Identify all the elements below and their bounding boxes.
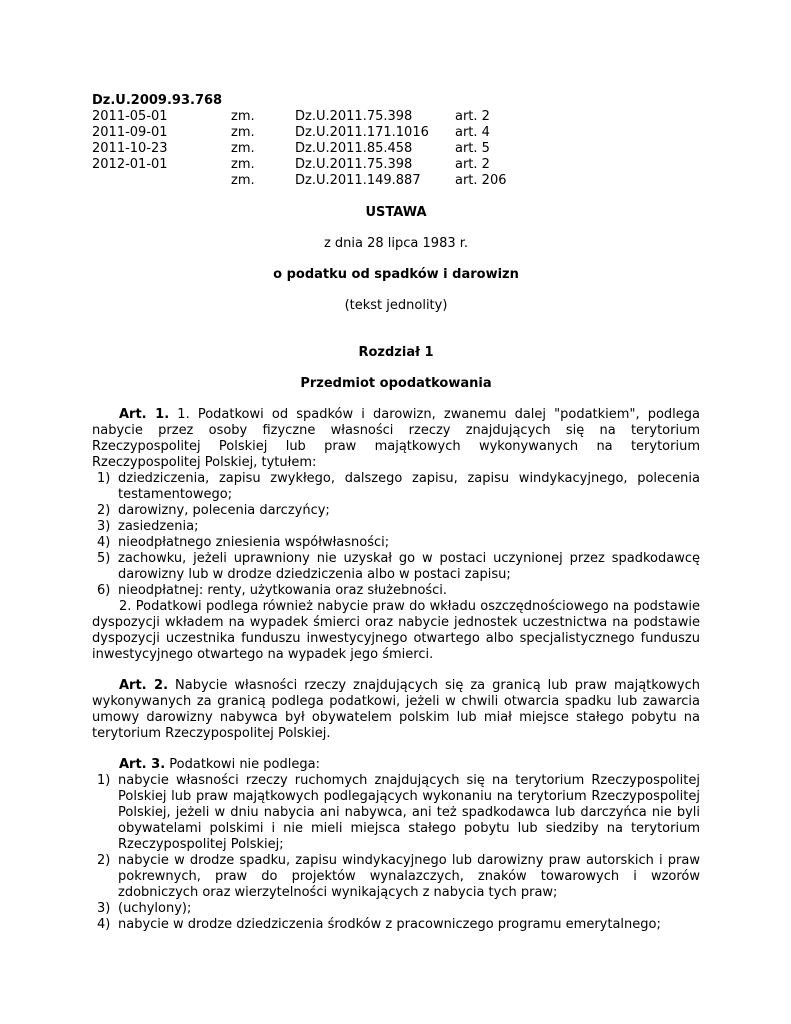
amendment-article: art. 5 [455,141,490,156]
article-3-label: Art. 3. [119,757,166,772]
list-item-number: 4) [97,535,111,550]
list-item-text: nieodpłatnej: renty, użytkowania oraz służebności. [118,583,448,598]
amendment-zm: zm. [231,109,255,124]
list-item-text: nabycie w drodze spadku, zapisu windykacyjnego lub darowizny praw autorskich i praw pokrewnych, praw do projektów wynalazczych, znaków towarowych i wzorów zdobniczych oraz wierzytelności wynikających z nabycia tych praw; [118,853,700,900]
article-3-intro [92,757,700,773]
list-item-number: 4) [97,917,111,932]
amendment-article: art. 2 [455,157,490,172]
article-1-text: 1. Podatkowi od spadków i darowizn, zwanemu dalej "podatkiem", podlega nabycie przez osoby fizyczne własności rzeczy znajdujących się na terytorium Rzeczypospolitej Polskiej lub praw majątkowych wykonywanych na terytorium Rzeczypospolitej Polskiej, tytułem: [92,407,701,470]
list-item [92,901,700,917]
list-item-text: nabycie własności rzeczy ruchomych znajdujących się na terytorium Rzeczypospolitej Polskiej lub praw majątkowych podlegających wykonaniu na terytorium Rzeczypospolitej Polskiej, jeżeli w dniu nabycia ani nabywca, ani też spadkodawca lub darczyńca nie byli obywatelami polskimi i nie mieli miejsca stałego pobytu lub siedziby na terytorium Rzeczypospolitej Polskiej; [118,773,700,852]
amendment-row [92,173,700,189]
list-item-text: dziedziczenia, zapisu zwykłego, dalszego zapisu, zapisu windykacyjnego, polecenia testamentowego; [118,471,700,502]
list-item-text: zachowku, jeżeli uprawniony nie uzyskał go w postaci uczynionej przez spadkodawcę darowizny lub w drodze dziedziczenia albo w postaci zapisu; [118,551,700,582]
amendment-zm: zm. [231,157,255,172]
list-item [92,503,700,519]
list-item-number: 1) [97,773,111,788]
list-item-number: 2) [97,853,111,868]
amendment-source: Dz.U.2011.85.458 [295,141,413,156]
list-item-text: nieodpłatnego zniesienia współwłasności; [118,535,390,550]
list-item [92,853,700,901]
journal-reference: Dz.U.2009.93.768 [92,93,223,108]
article-2-label: Art. 2. [119,678,169,693]
article-2 [92,678,700,742]
list-item-text: (uchylony); [118,901,192,916]
amendment-row [92,109,700,125]
list-item-number: 6) [97,583,111,598]
amendment-source: Dz.U.2011.75.398 [295,109,413,124]
list-item-text: zasiedzenia; [118,519,199,534]
list-item-number: 5) [97,551,111,566]
list-item-number: 3) [97,901,111,916]
list-item-text: nabycie w drodze dziedziczenia środków z pracowniczego programu emerytalnego; [118,917,661,932]
article-3-text: Podatkowi nie podlega: [165,757,320,772]
article-1-paragraph-2: 2. Podatkowi podlega również nabycie praw do wkładu oszczędnościowego na podstawie dyspozycji wkładem na wypadek śmierci oraz nabycie jednostek uczestnictwa na podstawie dyspozycji uczestnika funduszu inwestycyjnego otwartego albo specjalistycznego funduszu inwestycyjnego otwartego na wypadek jego śmierci. [92,599,700,662]
amendment-zm: zm. [231,125,255,140]
act-note: (tekst jednolity) [344,298,448,313]
article-2-text-block [92,678,700,742]
list-item-text: darowizny, polecenia darczyńcy; [118,503,330,518]
amendment-row [92,141,700,157]
list-item-number: 3) [97,519,111,534]
amendment-date: 2011-05-01 [92,109,168,124]
list-item [92,551,700,583]
act-title: o podatku od spadków i darowizn [273,267,519,282]
list-item [92,535,700,551]
amendment-zm: zm. [231,141,255,156]
article-1-intro [92,407,700,471]
list-item [92,773,700,853]
article-1-label: Art. 1. [119,407,170,422]
document-page [92,93,700,933]
amendment-date: 2012-01-01 [92,157,168,172]
list-item [92,519,700,535]
article-2-text: Nabycie własności rzeczy znajdujących się za granicą lub praw majątkowych wykonywanych za granicą podlega podatkowi, jeżeli w chwili otwarcia spadku lub zawarcia umowy darowizny nabywca był obywatelem polskim lub miał miejsce stałego pobytu na terytorium Rzeczypospolitej Polskiej. [92,678,701,741]
article-3 [92,757,700,933]
list-item [92,917,700,933]
list-item [92,583,700,599]
amendment-source: Dz.U.2011.171.1016 [295,125,429,140]
chapter-label: Rozdział 1 [358,345,434,360]
amendment-article: art. 2 [455,109,490,124]
chapter-title: Przedmiot opodatkowania [300,376,492,391]
amendment-row [92,125,700,141]
act-type: USTAWA [365,205,427,220]
amendments-table [92,109,700,189]
amendment-source: Dz.U.2011.75.398 [295,157,413,172]
act-date: z dnia 28 lipca 1983 r. [323,236,469,251]
amendment-date: 2011-10-23 [92,141,168,156]
list-item [92,471,700,503]
amendment-zm: zm. [231,173,255,188]
list-item-number: 1) [97,471,111,486]
article-1 [92,407,700,663]
amendment-article: art. 4 [455,125,490,140]
list-item-number: 2) [97,503,111,518]
amendment-source: Dz.U.2011.149.887 [295,173,421,188]
amendment-article: art. 206 [455,173,507,188]
amendment-date: 2011-09-01 [92,125,168,140]
amendment-row [92,157,700,173]
